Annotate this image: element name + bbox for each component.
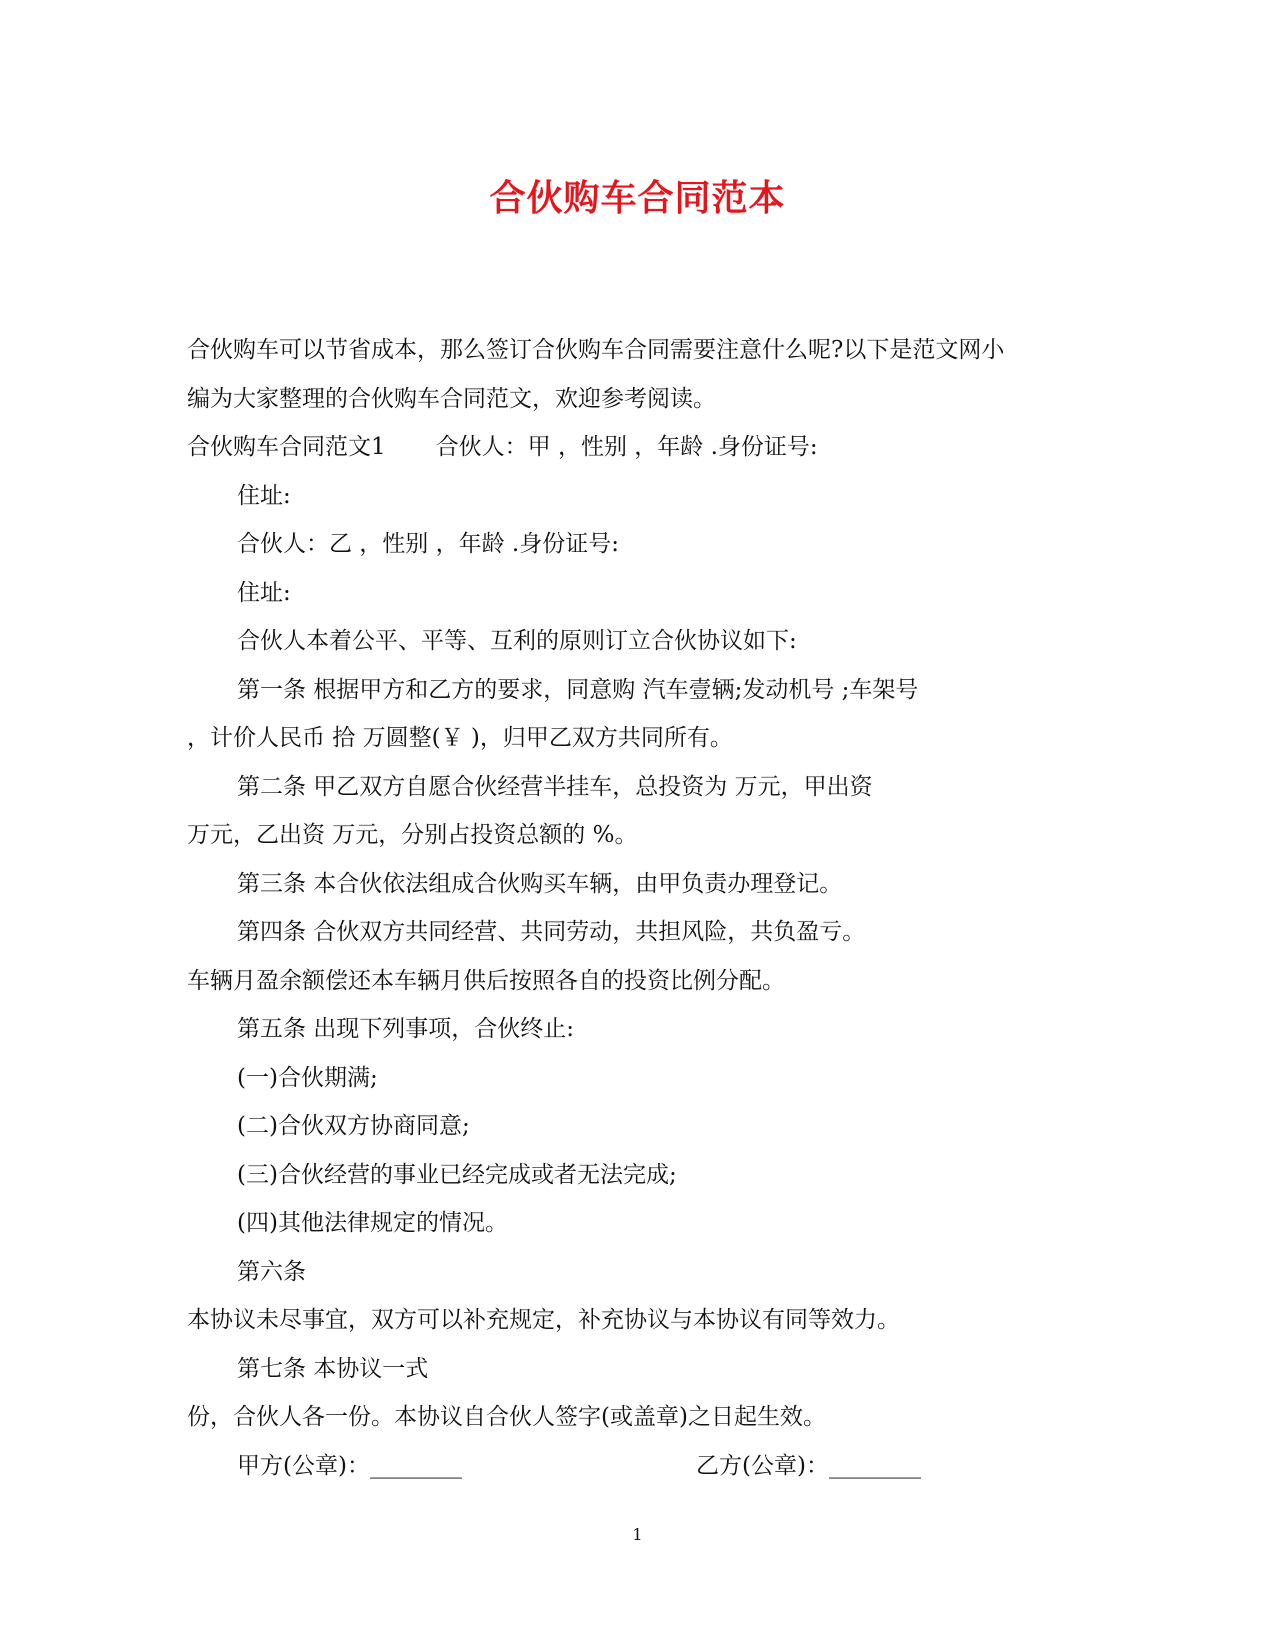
article-5: 第五条 出现下列事项，合伙终止:	[237, 1016, 575, 1042]
article-4: 第四条 合伙双方共同经营、共同劳动，共担风险，共负盈亏。	[237, 919, 866, 945]
article-7: 第七条 本协议一式	[237, 1355, 429, 1382]
article-1-cont: ，计价人民币 拾 万圆整(￥ )，归甲乙双方共同所有。	[187, 725, 733, 751]
agreement-preamble: 合伙人本着公平、平等、互利的原则订立合伙协议如下:	[237, 628, 797, 654]
sample-label: 合伙购车合同范文1	[187, 434, 386, 460]
article-7-cont: 份，合伙人各一份。本协议自合伙人签字(或盖章)之日起生效。	[187, 1404, 826, 1430]
address-b: 住址:	[237, 579, 291, 606]
sample-header-line	[187, 423, 1087, 472]
document-body	[187, 326, 1087, 1490]
article-3: 第三条 本合伙依法组成合伙购买车辆，由甲负责办理登记。	[237, 870, 843, 897]
termination-item-1: (一)合伙期满;	[237, 1064, 378, 1091]
partner-b-info: 合伙人：乙 ，性别 ，年龄 .身份证号:	[237, 531, 619, 557]
signature-row	[187, 1442, 1087, 1491]
signature-party-a: 甲方(公章)：________	[237, 1452, 462, 1479]
article-6-cont: 本协议未尽事宜，双方可以补充规定，补充协议与本协议有同等效力。	[187, 1307, 900, 1333]
partner-a-info: 合伙人：甲 ，性别 ，年龄 .身份证号:	[435, 434, 818, 460]
termination-item-3: (三)合伙经营的事业已经完成或者无法完成;	[237, 1161, 677, 1188]
signature-party-b: 乙方(公章)：________	[696, 1452, 921, 1479]
termination-item-4: (四)其他法律规定的情况。	[237, 1210, 508, 1236]
intro-line-1: 合伙购车可以节省成本，那么签订合伙购车合同需要注意什么呢?以下是范文网小	[187, 337, 1005, 363]
address-a: 住址:	[237, 482, 291, 509]
page-number: 1	[632, 1525, 643, 1544]
article-2-cont: 万元，乙出资 万元，分别占投资总额的 %。	[187, 822, 638, 848]
article-1: 第一条 根据甲方和乙方的要求，同意购 汽车壹辆;发动机号 ;车架号	[237, 676, 919, 703]
article-6: 第六条	[237, 1258, 306, 1285]
termination-item-2: (二)合伙双方协商同意;	[237, 1113, 470, 1139]
article-4-cont: 车辆月盈余额偿还本车辆月供后按照各自的投资比例分配。	[187, 967, 785, 994]
document-title: 合伙购车合同范本	[489, 178, 786, 219]
intro-line-2: 编为大家整理的合伙购车合同范文，欢迎参考阅读。	[187, 385, 716, 412]
article-2: 第二条 甲乙双方自愿合伙经营半挂车，总投资为 万元，甲出资	[237, 773, 873, 800]
